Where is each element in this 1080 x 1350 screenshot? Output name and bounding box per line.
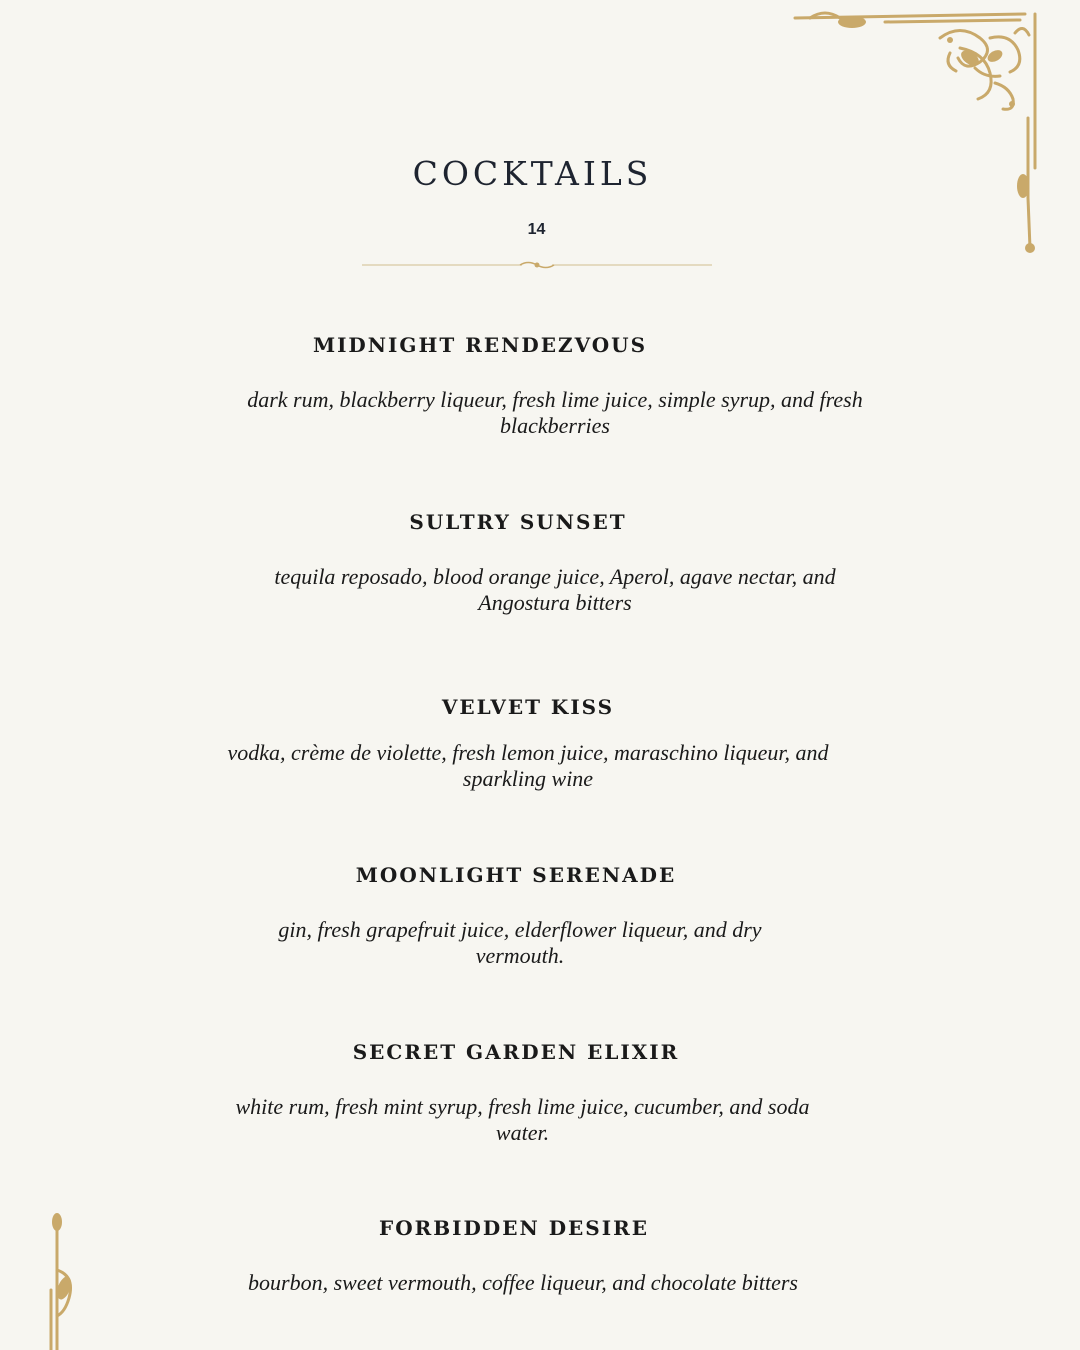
menu-price: 14 <box>527 221 546 238</box>
cocktail-description: tequila reposado, blood orange juice, Aperol, agave nectar, and Angostura bitters <box>274 564 836 615</box>
cocktail-name: MIDNIGHT RENDEZVOUS <box>312 333 648 357</box>
cocktail-description: gin, fresh grapefruit juice, elderflower liqueur, and dry vermouth. <box>278 917 762 968</box>
cocktail-name: VELVET KISS <box>441 695 615 719</box>
cocktail-name: FORBIDDEN DESIRE <box>379 1216 649 1240</box>
cocktail-description: dark rum, blackberry liqueur, fresh lime juice, simple syrup, and fresh blackberries <box>247 387 863 438</box>
cocktail-description: vodka, crème de violette, fresh lemon juice, maraschino liqueur, and sparkling wine <box>227 740 829 791</box>
cocktail-name: SECRET GARDEN ELIXIR <box>352 1040 680 1064</box>
cocktail-name: SULTRY SUNSET <box>409 510 627 534</box>
menu-title: COCKTAILS <box>412 154 653 193</box>
cocktail-name: MOONLIGHT SERENADE <box>355 863 677 887</box>
cocktail-description: white rum, fresh mint syrup, fresh lime juice, cucumber, and soda water. <box>235 1094 810 1145</box>
cocktail-description: bourbon, sweet vermouth, coffee liqueur, and chocolate bitters <box>248 1270 798 1295</box>
divider-flourish-icon <box>362 258 712 272</box>
